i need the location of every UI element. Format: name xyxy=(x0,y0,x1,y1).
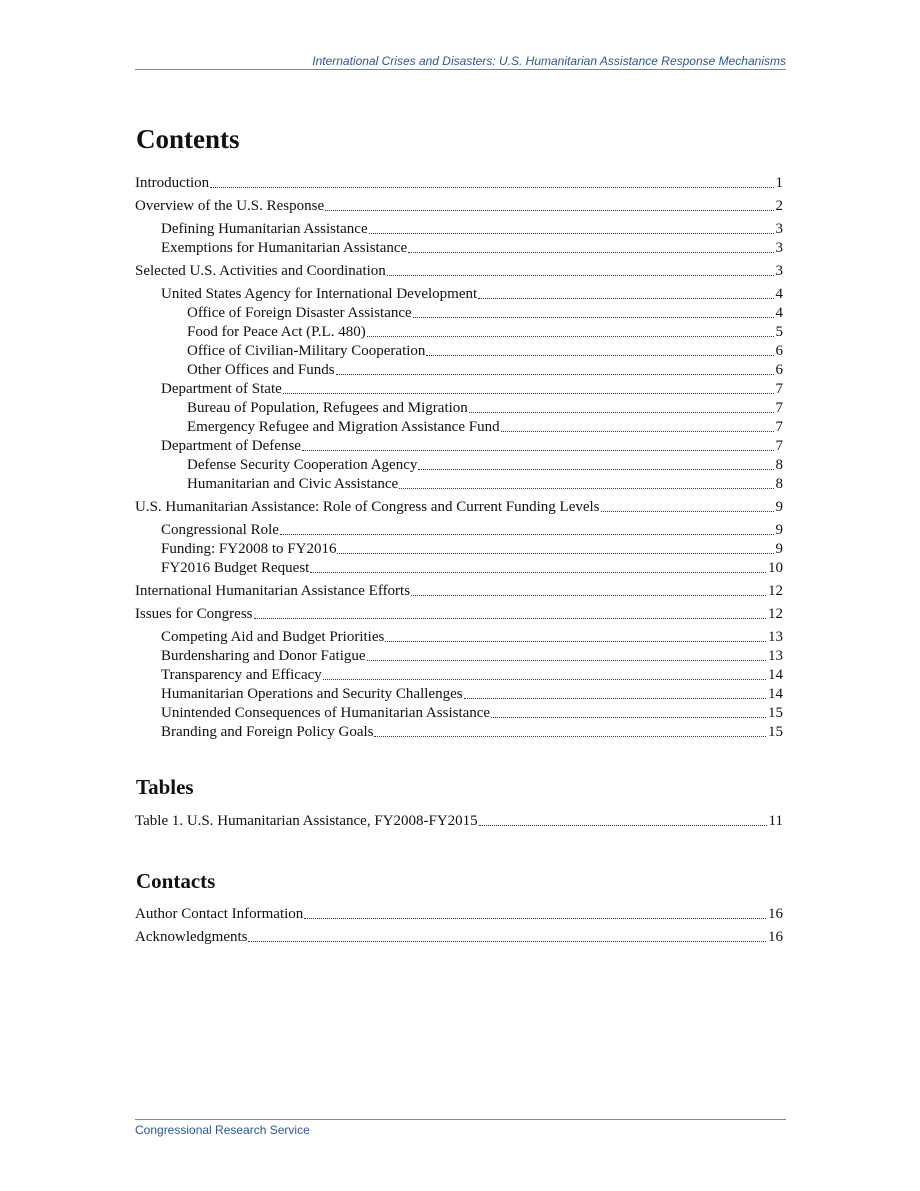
toc-leader xyxy=(323,666,766,680)
contacts-heading: Contacts xyxy=(136,869,216,893)
toc-entry-budget-request[interactable] xyxy=(135,559,783,578)
toc-entry-acknowledgments[interactable] xyxy=(135,928,783,947)
toc-entry-page: 3 xyxy=(775,240,783,256)
toc-leader xyxy=(337,540,773,554)
contents-list xyxy=(135,174,783,742)
toc-entry-page: 7 xyxy=(775,438,783,454)
toc-entry-issues-for-congress[interactable] xyxy=(135,605,783,624)
toc-entry-page: 14 xyxy=(768,686,783,702)
toc-entry-defining-humanitarian-assistance[interactable] xyxy=(135,220,783,239)
toc-entry-congressional-role[interactable] xyxy=(135,521,783,540)
toc-entry-overview-us-response[interactable] xyxy=(135,197,783,216)
toc-entry-title: Humanitarian and Civic Assistance xyxy=(187,476,399,492)
toc-entry-transparency[interactable] xyxy=(135,666,783,685)
toc-entry-title: Department of State xyxy=(161,381,282,397)
toc-entry-page: 10 xyxy=(768,560,783,576)
toc-entry-title: Issues for Congress xyxy=(135,606,253,622)
toc-entry-title: Congressional Role xyxy=(161,522,279,538)
toc-leader xyxy=(464,685,766,699)
toc-leader xyxy=(367,647,766,661)
toc-leader xyxy=(413,304,774,318)
toc-entry-page: 2 xyxy=(775,198,783,214)
toc-entry-page: 16 xyxy=(768,906,783,922)
tables-list xyxy=(135,812,783,831)
toc-entry-security-challenges[interactable] xyxy=(135,685,783,704)
toc-entry-title: Food for Peace Act (P.L. 480) xyxy=(187,324,366,340)
toc-entry-title: Selected U.S. Activities and Coordination xyxy=(135,263,386,279)
toc-entry-title: Office of Civilian-Military Cooperation xyxy=(187,343,426,359)
toc-leader xyxy=(385,628,766,642)
running-header-title: International Crises and Disasters: U.S. Humanitarian Assistance Response Mechanisms xyxy=(312,54,786,68)
toc-leader xyxy=(418,456,773,470)
toc-entry-international-efforts[interactable] xyxy=(135,582,783,601)
toc-entry-humanitarian-civic[interactable] xyxy=(135,475,783,494)
toc-entry-title: Bureau of Population, Refugees and Migration xyxy=(187,400,468,416)
toc-leader xyxy=(426,342,773,356)
toc-leader xyxy=(280,521,774,535)
toc-leader xyxy=(411,582,766,596)
tables-heading: Tables xyxy=(136,775,194,799)
toc-entry-department-of-defense[interactable] xyxy=(135,437,783,456)
toc-entry-introduction[interactable] xyxy=(135,174,783,193)
toc-entry-page: 6 xyxy=(775,343,783,359)
toc-leader xyxy=(478,285,773,299)
toc-leader xyxy=(469,399,774,413)
toc-entry-page: 16 xyxy=(768,929,783,945)
toc-entry-ofda[interactable] xyxy=(135,304,783,323)
toc-entry-title: Burdensharing and Donor Fatigue xyxy=(161,648,366,664)
toc-entry-food-for-peace[interactable] xyxy=(135,323,783,342)
toc-leader xyxy=(310,559,766,573)
toc-entry-burdensharing[interactable] xyxy=(135,647,783,666)
toc-leader xyxy=(408,239,773,253)
toc-entry-page: 9 xyxy=(775,522,783,538)
toc-entry-page: 4 xyxy=(775,286,783,302)
toc-entry-page: 1 xyxy=(775,175,783,191)
toc-entry-page: 13 xyxy=(768,648,783,664)
toc-leader xyxy=(491,704,766,718)
toc-leader xyxy=(479,812,767,826)
toc-entry-title: Unintended Consequences of Humanitarian Assistance xyxy=(161,705,491,721)
toc-entry-author-contact[interactable] xyxy=(135,905,783,924)
toc-leader xyxy=(336,361,774,375)
toc-entry-table-1[interactable] xyxy=(135,812,783,831)
toc-entry-exemptions[interactable] xyxy=(135,239,783,258)
toc-leader xyxy=(210,174,773,188)
toc-entry-title: Emergency Refugee and Migration Assistance Fund xyxy=(187,419,500,435)
toc-entry-page: 9 xyxy=(775,499,783,515)
toc-entry-page: 13 xyxy=(768,629,783,645)
toc-entry-title: Humanitarian Operations and Security Challenges xyxy=(161,686,463,702)
toc-leader xyxy=(399,475,773,489)
contacts-list xyxy=(135,905,783,947)
toc-entry-prm[interactable] xyxy=(135,399,783,418)
toc-entry-page: 11 xyxy=(768,813,783,829)
toc-leader xyxy=(367,323,774,337)
toc-entry-title: Author Contact Information xyxy=(135,906,304,922)
toc-entry-title: United States Agency for International Development xyxy=(161,286,478,302)
toc-entry-page: 15 xyxy=(768,724,783,740)
toc-entry-title: U.S. Humanitarian Assistance: Role of Congress and Current Funding Levels xyxy=(135,499,600,515)
toc-entry-title: Defining Humanitarian Assistance xyxy=(161,221,368,237)
toc-entry-civilian-military[interactable] xyxy=(135,342,783,361)
toc-entry-branding[interactable] xyxy=(135,723,783,742)
toc-entry-title: Office of Foreign Disaster Assistance xyxy=(187,305,412,321)
toc-leader xyxy=(601,498,774,512)
toc-entry-title: Department of Defense xyxy=(161,438,301,454)
toc-entry-page: 7 xyxy=(775,400,783,416)
toc-entry-page: 7 xyxy=(775,419,783,435)
toc-entry-role-of-congress[interactable] xyxy=(135,498,783,517)
toc-leader xyxy=(501,418,774,432)
toc-entry-title: Exemptions for Humanitarian Assistance xyxy=(161,240,408,256)
toc-entry-other-offices[interactable] xyxy=(135,361,783,380)
toc-entry-title: Other Offices and Funds xyxy=(187,362,335,378)
toc-entry-unintended-consequences[interactable] xyxy=(135,704,783,723)
toc-entry-page: 3 xyxy=(775,221,783,237)
toc-leader xyxy=(369,220,774,234)
toc-entry-erma[interactable] xyxy=(135,418,783,437)
toc-entry-title: Defense Security Cooperation Agency xyxy=(187,457,418,473)
toc-entry-title: Overview of the U.S. Response xyxy=(135,198,325,214)
toc-entry-page: 4 xyxy=(775,305,783,321)
toc-entry-title: International Humanitarian Assistance Efforts xyxy=(135,583,411,599)
toc-entry-page: 12 xyxy=(768,606,783,622)
toc-entry-page: 7 xyxy=(775,381,783,397)
toc-entry-page: 3 xyxy=(775,263,783,279)
toc-leader xyxy=(304,905,766,919)
running-header xyxy=(135,54,786,70)
toc-leader xyxy=(254,605,767,619)
toc-entry-selected-activities[interactable] xyxy=(135,262,783,281)
toc-leader xyxy=(248,928,766,942)
toc-leader xyxy=(283,380,774,394)
toc-entry-page: 5 xyxy=(775,324,783,340)
running-footer xyxy=(135,1119,786,1137)
toc-entry-page: 14 xyxy=(768,667,783,683)
toc-entry-page: 15 xyxy=(768,705,783,721)
toc-entry-title: FY2016 Budget Request xyxy=(161,560,310,576)
toc-entry-page: 6 xyxy=(775,362,783,378)
toc-entry-title: Competing Aid and Budget Priorities xyxy=(161,629,385,645)
toc-entry-title: Acknowledgments xyxy=(135,929,248,945)
toc-entry-title: Transparency and Efficacy xyxy=(161,667,322,683)
toc-entry-title: Introduction xyxy=(135,175,210,191)
toc-entry-department-of-state[interactable] xyxy=(135,380,783,399)
toc-leader xyxy=(387,262,774,276)
toc-entry-title: Branding and Foreign Policy Goals xyxy=(161,724,374,740)
toc-entry-usaid[interactable] xyxy=(135,285,783,304)
toc-entry-page: 8 xyxy=(775,476,783,492)
toc-entry-page: 8 xyxy=(775,457,783,473)
toc-leader xyxy=(302,437,774,451)
toc-leader xyxy=(374,723,766,737)
toc-entry-title: Table 1. U.S. Humanitarian Assistance, FY2008-FY2015 xyxy=(135,813,478,829)
contents-heading: Contents xyxy=(136,124,240,154)
toc-entry-title: Funding: FY2008 to FY2016 xyxy=(161,541,337,557)
toc-entry-dsca[interactable] xyxy=(135,456,783,475)
toc-entry-competing-priorities[interactable] xyxy=(135,628,783,647)
footer-publisher: Congressional Research Service xyxy=(135,1123,310,1137)
toc-entry-funding[interactable] xyxy=(135,540,783,559)
toc-entry-page: 12 xyxy=(768,583,783,599)
toc-entry-page: 9 xyxy=(775,541,783,557)
toc-leader xyxy=(325,197,773,211)
